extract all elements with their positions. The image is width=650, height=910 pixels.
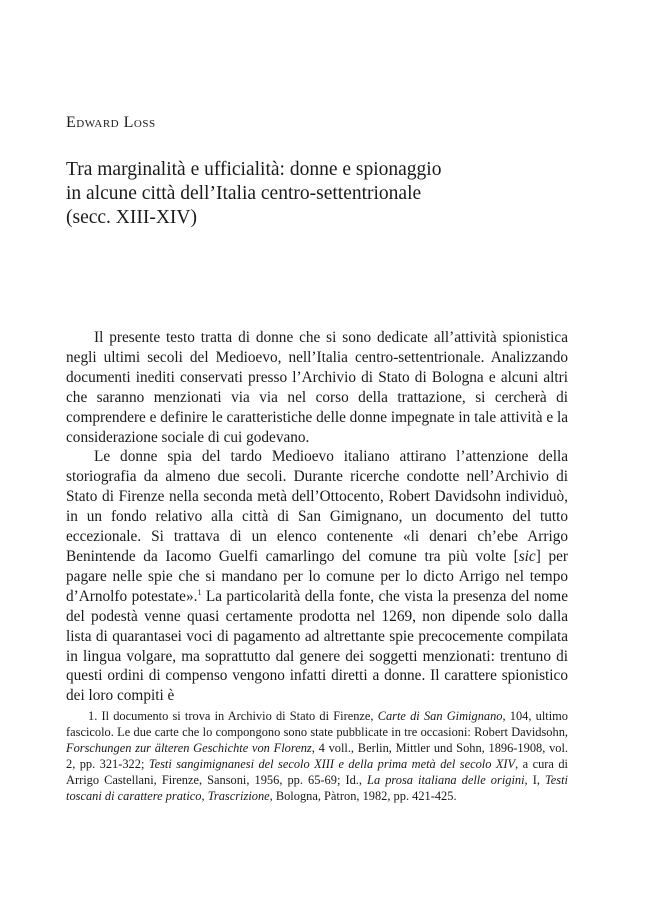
footnote-title: Testi sangimignanesi del secolo XIII e della prima metà del secolo XIV	[148, 757, 516, 772]
footnote-text: ,	[201, 789, 208, 804]
footnote-text: , a cura di Arrigo Castellani, Firenze, Sansoni, 1956, pp. 65-69; Id.,	[66, 757, 568, 788]
footnote-title: Trascrizione	[207, 789, 270, 804]
footnote-title: Testi toscani di carattere pratico	[66, 773, 568, 804]
footnote	[66, 708, 568, 805]
footnote-1	[66, 708, 568, 805]
sic-annotation: sic	[518, 547, 536, 565]
title-line-3: (secc. XIII-XIV)	[66, 207, 198, 228]
footnote-title: Forschungen zur älteren Geschichte von Florenz	[66, 741, 312, 756]
body-text	[66, 328, 568, 706]
footnote-text: , 4 voll., Berlin, Mittler und Sohn, 1896-1908, vol. 2, pp. 321-322;	[66, 741, 569, 772]
footnote-title: Carte di San Gimignano	[377, 709, 503, 723]
paragraph-2-part-1: Le donne spia del tardo Medioevo italiano attirano l’attenzione della storiografia da almeno due secoli. Durante ricerche condotte nell’Archivio di Stato di Firenze nella seconda metà dell’Ottocento, Robert Davidsohn individuò, in un fondo relativo alla città di San Gimignano, un documento del tutto eccezionale. Si trattava di un elenco contenente «li denari ch’ebe Arrigo Benintende da Iacomo Guelfi camarlingo del comune tra più volte [	[66, 448, 568, 565]
footnote-text: 1. Il documento si trova in Archivio di Stato di Firenze,	[88, 709, 378, 723]
title-line-2: in alcune città dell’Italia centro-settentrionale	[66, 183, 422, 204]
footnote-text: , Bologna, Pàtron, 1982, pp. 421-425.	[269, 789, 457, 804]
paragraph-1: Il presente testo tratta di donne che si sono dedicate all’attività spionistica negli ultimi secoli del Medioevo, nell’Italia centro-settentrionale. Analizzando documenti inediti conservati presso l’Archivio di Stato di Bologna e alcuni altri che saranno menzionati via via nel corso della trattazione, si cercherà di comprendere e definire le caratteristiche delle donne impegnate in tale attività e la considerazione sociale di cui godevano.	[66, 329, 569, 446]
footnote-text: , I,	[524, 773, 546, 788]
chapter-title	[66, 158, 546, 230]
footnote-title: La prosa italiana delle origini	[367, 773, 525, 788]
footnote-reference[interactable]: 1	[197, 587, 202, 597]
paragraph-2-part-2: ] per pagare nelle spie che si mandano per lo comune per lo dicto Arrigo nel tempo d’Arnolfo potestate».	[66, 547, 568, 605]
author-name: Edward Loss	[66, 114, 156, 131]
footnote-text: , 104, ultimo fascicolo. Le due carte che lo compongono sono state pubblicate in tre occasioni: Robert Davidsohn,	[66, 709, 568, 740]
paragraph-2	[66, 447, 568, 706]
paragraph-2-part-3: La particolarità della fonte, che vista la presenza del nome del podestà venne quasi certamente prodotta nel 1269, non dipende solo dalla lista di quarantasei voci di pagamento ad altrettante spie precocemente compilata in lingua volgare, ma soprattutto dal genere dei soggetti menzionati: trentuno di questi ordini di compenso vengono infatti diretti a donne. Il carattere spionistico dei loro compiti è	[66, 587, 568, 705]
title-line-1: Tra marginalità e ufficialità: donne e spionaggio	[66, 159, 442, 180]
